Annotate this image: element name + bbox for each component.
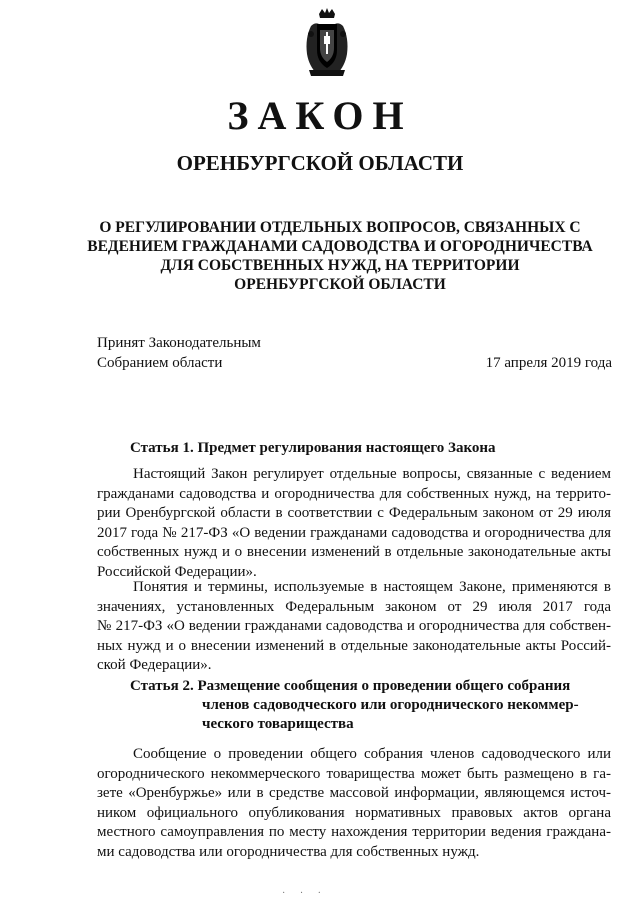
text-line: ных нужд и о внесении изменений в отдельные законодательные акты Россий- <box>97 637 611 654</box>
text-line: значениях, установленных Федеральным законом от 29 июля 2017 года <box>97 598 611 615</box>
article-1-paragraph-2 <box>97 578 611 676</box>
article-1-paragraph-1 <box>97 465 611 582</box>
article-1-title: Статья 1. Предмет регулирования настоящего Закона <box>130 440 496 456</box>
article-title-line: Статья 2. Размещение сообщения о проведении общего собрания <box>130 678 571 694</box>
text-line: собственных нужд и о внесении изменений в отдельные законодательные акты <box>97 544 611 560</box>
law-name <box>60 218 620 294</box>
text-line: 2017 года № 217-ФЗ «О ведении гражданами садоводства и огородничества для <box>97 524 611 541</box>
text-line: № 217-ФЗ «О ведении гражданами садоводства и огородничества для собствен- <box>97 618 611 634</box>
oblast-coat-of-arms-icon <box>297 8 357 78</box>
text-line: огороднического некоммерческого товарищества может быть размещено в га- <box>97 765 611 782</box>
law-name-line: ДЛЯ СОБСТВЕННЫХ НУЖД, НА ТЕРРИТОРИИ <box>160 257 520 274</box>
text-line: Понятия и термины, используемые в настоящем Законе, применяются в <box>133 579 611 595</box>
law-name-line: О РЕГУЛИРОВАНИИ ОТДЕЛЬНЫХ ВОПРОСОВ, СВЯЗАННЫХ С <box>99 219 581 236</box>
text-line: Настоящий Закон регулирует отдельные вопросы, связанные с ведением <box>133 466 611 482</box>
law-name-line: ОРЕНБУРГСКОЙ ОБЛАСТИ <box>234 276 446 293</box>
text-line: рии Оренбургской области в соответствии с Федеральным законом от 29 июля <box>97 505 611 521</box>
article-2-title <box>130 677 579 734</box>
adoption-date: 17 апреля 2019 года <box>485 355 612 371</box>
article-title-line: ческого товарищества <box>202 716 354 732</box>
text-line: местного самоуправления по месту нахождения территории ведения граждана- <box>97 824 611 840</box>
adoption-line: Собранием области <box>97 355 223 371</box>
scan-artifact: · · · <box>282 888 327 899</box>
adoption-line: Принят Законодательным <box>97 335 261 351</box>
article-2-paragraph-1 <box>97 745 611 862</box>
article-title-line: членов садоводческого или огороднического некоммер- <box>202 697 579 713</box>
text-line: ской Федерации». <box>97 657 212 673</box>
document-subtitle: ОРЕНБУРГСКОЙ ОБЛАСТИ <box>176 151 464 175</box>
text-line: Сообщение о проведении общего собрания членов садоводческого или <box>133 746 611 762</box>
text-line: Российской Федерации». <box>97 563 257 580</box>
text-line: зете «Оренбуржье» или в средстве массовой информации, являющемся источ- <box>97 785 611 801</box>
law-name-line: ВЕДЕНИЕМ ГРАЖДАНАМИ САДОВОДСТВА И ОГОРОДНИЧЕСТВА <box>87 238 593 255</box>
text-line: ником официального опубликования нормативных правовых актов органа <box>97 804 611 821</box>
adoption-info <box>97 333 261 373</box>
text-line: ми садоводства или огородничества для собственных нужд. <box>97 843 480 860</box>
document-title: ЗАКОН <box>227 93 413 138</box>
text-line: гражданами садоводства и огородничества для собственных нужд, на террито- <box>97 485 611 502</box>
